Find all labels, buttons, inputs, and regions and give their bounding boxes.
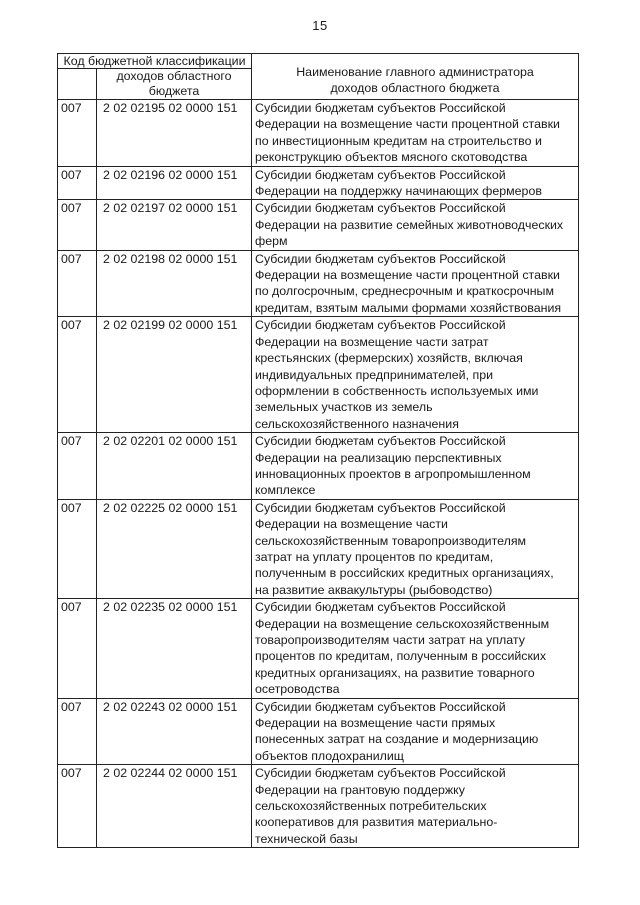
income-code-cell: 2 02 02235 02 0000 151 (97, 599, 252, 698)
income-code-cell: 2 02 02201 02 0000 151 (97, 433, 252, 500)
header-income-code (97, 69, 252, 100)
income-name-line: Субсидии бюджетам субъектов Российской (255, 318, 506, 333)
admin-code-cell: 007 (58, 200, 97, 250)
income-name-line: кредитам, взятым малыми формами хозяйствования (255, 300, 562, 315)
income-name-line: технической базы (255, 831, 358, 846)
admin-code-cell: 007 (58, 250, 97, 317)
income-code-cell: 2 02 02244 02 0000 151 (97, 765, 252, 848)
header-income-line: бюджета (148, 84, 200, 98)
income-name-line: Субсидии бюджетам субъектов Российской (255, 101, 506, 115)
income-name-line: Субсидии бюджетам субъектов Российской (255, 251, 506, 266)
income-name-line: оформлении в собственность используемых ими (255, 383, 539, 398)
table-row (58, 250, 579, 317)
income-code-cell: 2 02 02243 02 0000 151 (97, 698, 252, 765)
income-name-line: ферм (255, 234, 288, 249)
income-name-line: Федерации на возмещение части (255, 517, 448, 532)
income-name-line: крестьянских (фермерских) хозяйств, включая (255, 351, 523, 366)
income-name-cell (252, 599, 579, 698)
income-name-line: Федерации на реализацию перспективных (255, 450, 502, 465)
admin-code-cell: 007 (58, 499, 97, 598)
income-name-line: сельскохозяйственного назначения (255, 416, 459, 431)
income-name-line: Субсидии бюджетам субъектов Российской (255, 500, 506, 515)
table-row (58, 499, 579, 598)
income-name-cell (252, 765, 579, 848)
table-row (58, 698, 579, 765)
income-code-cell: 2 02 02196 02 0000 151 (97, 166, 252, 200)
admin-code-cell: 007 (58, 317, 97, 433)
table-row (58, 166, 579, 200)
header-name-line: доходов областного бюджета (330, 80, 500, 95)
budget-classification-table (57, 53, 579, 848)
income-name-line: Субсидии бюджетам субъектов Российской (255, 600, 506, 615)
admin-code-cell: 007 (58, 765, 97, 848)
income-name-line: Федерации на грантовую поддержку (255, 782, 465, 797)
income-name-cell (252, 100, 579, 167)
income-name-line: Федерации на поддержку начинающих фермеров (255, 184, 542, 199)
income-name-line: Субсидии бюджетам субъектов Российской (255, 434, 506, 449)
income-name-cell (252, 499, 579, 598)
income-name-line: понесенных затрат на создание и модернизацию (255, 732, 539, 747)
income-name-line: Субсидии бюджетам субъектов Российской (255, 766, 506, 781)
table-body (58, 100, 579, 848)
income-name-line: Субсидии бюджетам субъектов Российской (255, 201, 506, 216)
income-name-line: кооперативов для развития материально- (255, 815, 498, 830)
header-classification-code: Код бюджетной классификации (58, 54, 252, 69)
income-name-cell (252, 166, 579, 200)
income-name-line: затрат на уплату процентов по кредитам, (255, 549, 494, 564)
header-income-line: доходов областного (116, 69, 232, 83)
header-admin-code (58, 69, 97, 100)
header-name-line: Наименование главного администратора (296, 64, 534, 79)
income-name-cell (252, 317, 579, 433)
income-name-line: инновационных проектов в агропромышленном (255, 466, 531, 481)
income-code-cell: 2 02 02197 02 0000 151 (97, 200, 252, 250)
income-name-cell (252, 698, 579, 765)
income-name-line: Федерации на возмещение части процентной ставки (255, 268, 560, 283)
admin-code-cell: 007 (58, 166, 97, 200)
income-code-cell: 2 02 02199 02 0000 151 (97, 317, 252, 433)
table-row (58, 599, 579, 698)
income-name-line: Субсидии бюджетам субъектов Российской (255, 699, 506, 714)
income-name-line: товаропроизводителям части затрат на уплату (255, 633, 525, 647)
income-code-cell: 2 02 02195 02 0000 151 (97, 100, 252, 167)
admin-code-cell: 007 (58, 100, 97, 167)
income-name-line: Федерации на возмещение части прямых (255, 716, 496, 731)
income-code-cell: 2 02 02198 02 0000 151 (97, 250, 252, 317)
admin-code-cell: 007 (58, 433, 97, 500)
page-number: 15 (312, 18, 328, 33)
income-name-cell (252, 250, 579, 317)
income-name-line: по долгосрочным, среднесрочным и краткосрочным (255, 284, 554, 299)
table-row (58, 433, 579, 500)
income-name-line: процентов по кредитам, полученным в российских (255, 649, 547, 664)
table-row (58, 200, 579, 250)
income-name-line: Субсидии бюджетам субъектов Российской (255, 167, 506, 182)
income-name-cell (252, 433, 579, 500)
income-code-cell: 2 02 02225 02 0000 151 (97, 499, 252, 598)
income-name-line: осетроводства (255, 682, 340, 697)
income-name-line: на развитие аквакультуры (рыбоводство) (255, 582, 493, 597)
admin-code-cell: 007 (58, 599, 97, 698)
table-row (58, 100, 579, 167)
income-name-line: Федерации на возмещение части затрат (255, 334, 489, 349)
income-name-line: индивидуальных предпринимателей, при (255, 367, 494, 382)
income-name-cell (252, 200, 579, 250)
income-name-line: сельскохозяйственным товаропроизводителям (255, 533, 527, 548)
income-name-line: сельскохозяйственных потребительских (255, 799, 487, 814)
table-row (58, 765, 579, 848)
income-name-line: реконструкцию объектов мясного скотоводства (255, 150, 528, 165)
income-name-line: Федерации на развитие семейных животноводческих (255, 217, 564, 232)
table-row (58, 317, 579, 433)
income-name-line: Федерации на возмещение части процентной ставки (255, 117, 560, 132)
table-header-row (58, 54, 579, 69)
income-name-line: по инвестиционным кредитам на строительство и (255, 133, 542, 148)
income-name-line: объектов плодохранилищ (255, 748, 404, 763)
header-administrator-name (252, 54, 579, 100)
admin-code-cell: 007 (58, 698, 97, 765)
income-name-line: земельных участков из земель (255, 400, 433, 415)
income-name-line: кредитных организациях, на развитие товарного (255, 665, 535, 680)
income-name-line: Федерации на возмещение сельскохозяйственным (255, 616, 550, 631)
income-name-line: полученным в российских кредитных организациях, (255, 566, 554, 581)
income-name-line: комплексе (255, 483, 316, 498)
